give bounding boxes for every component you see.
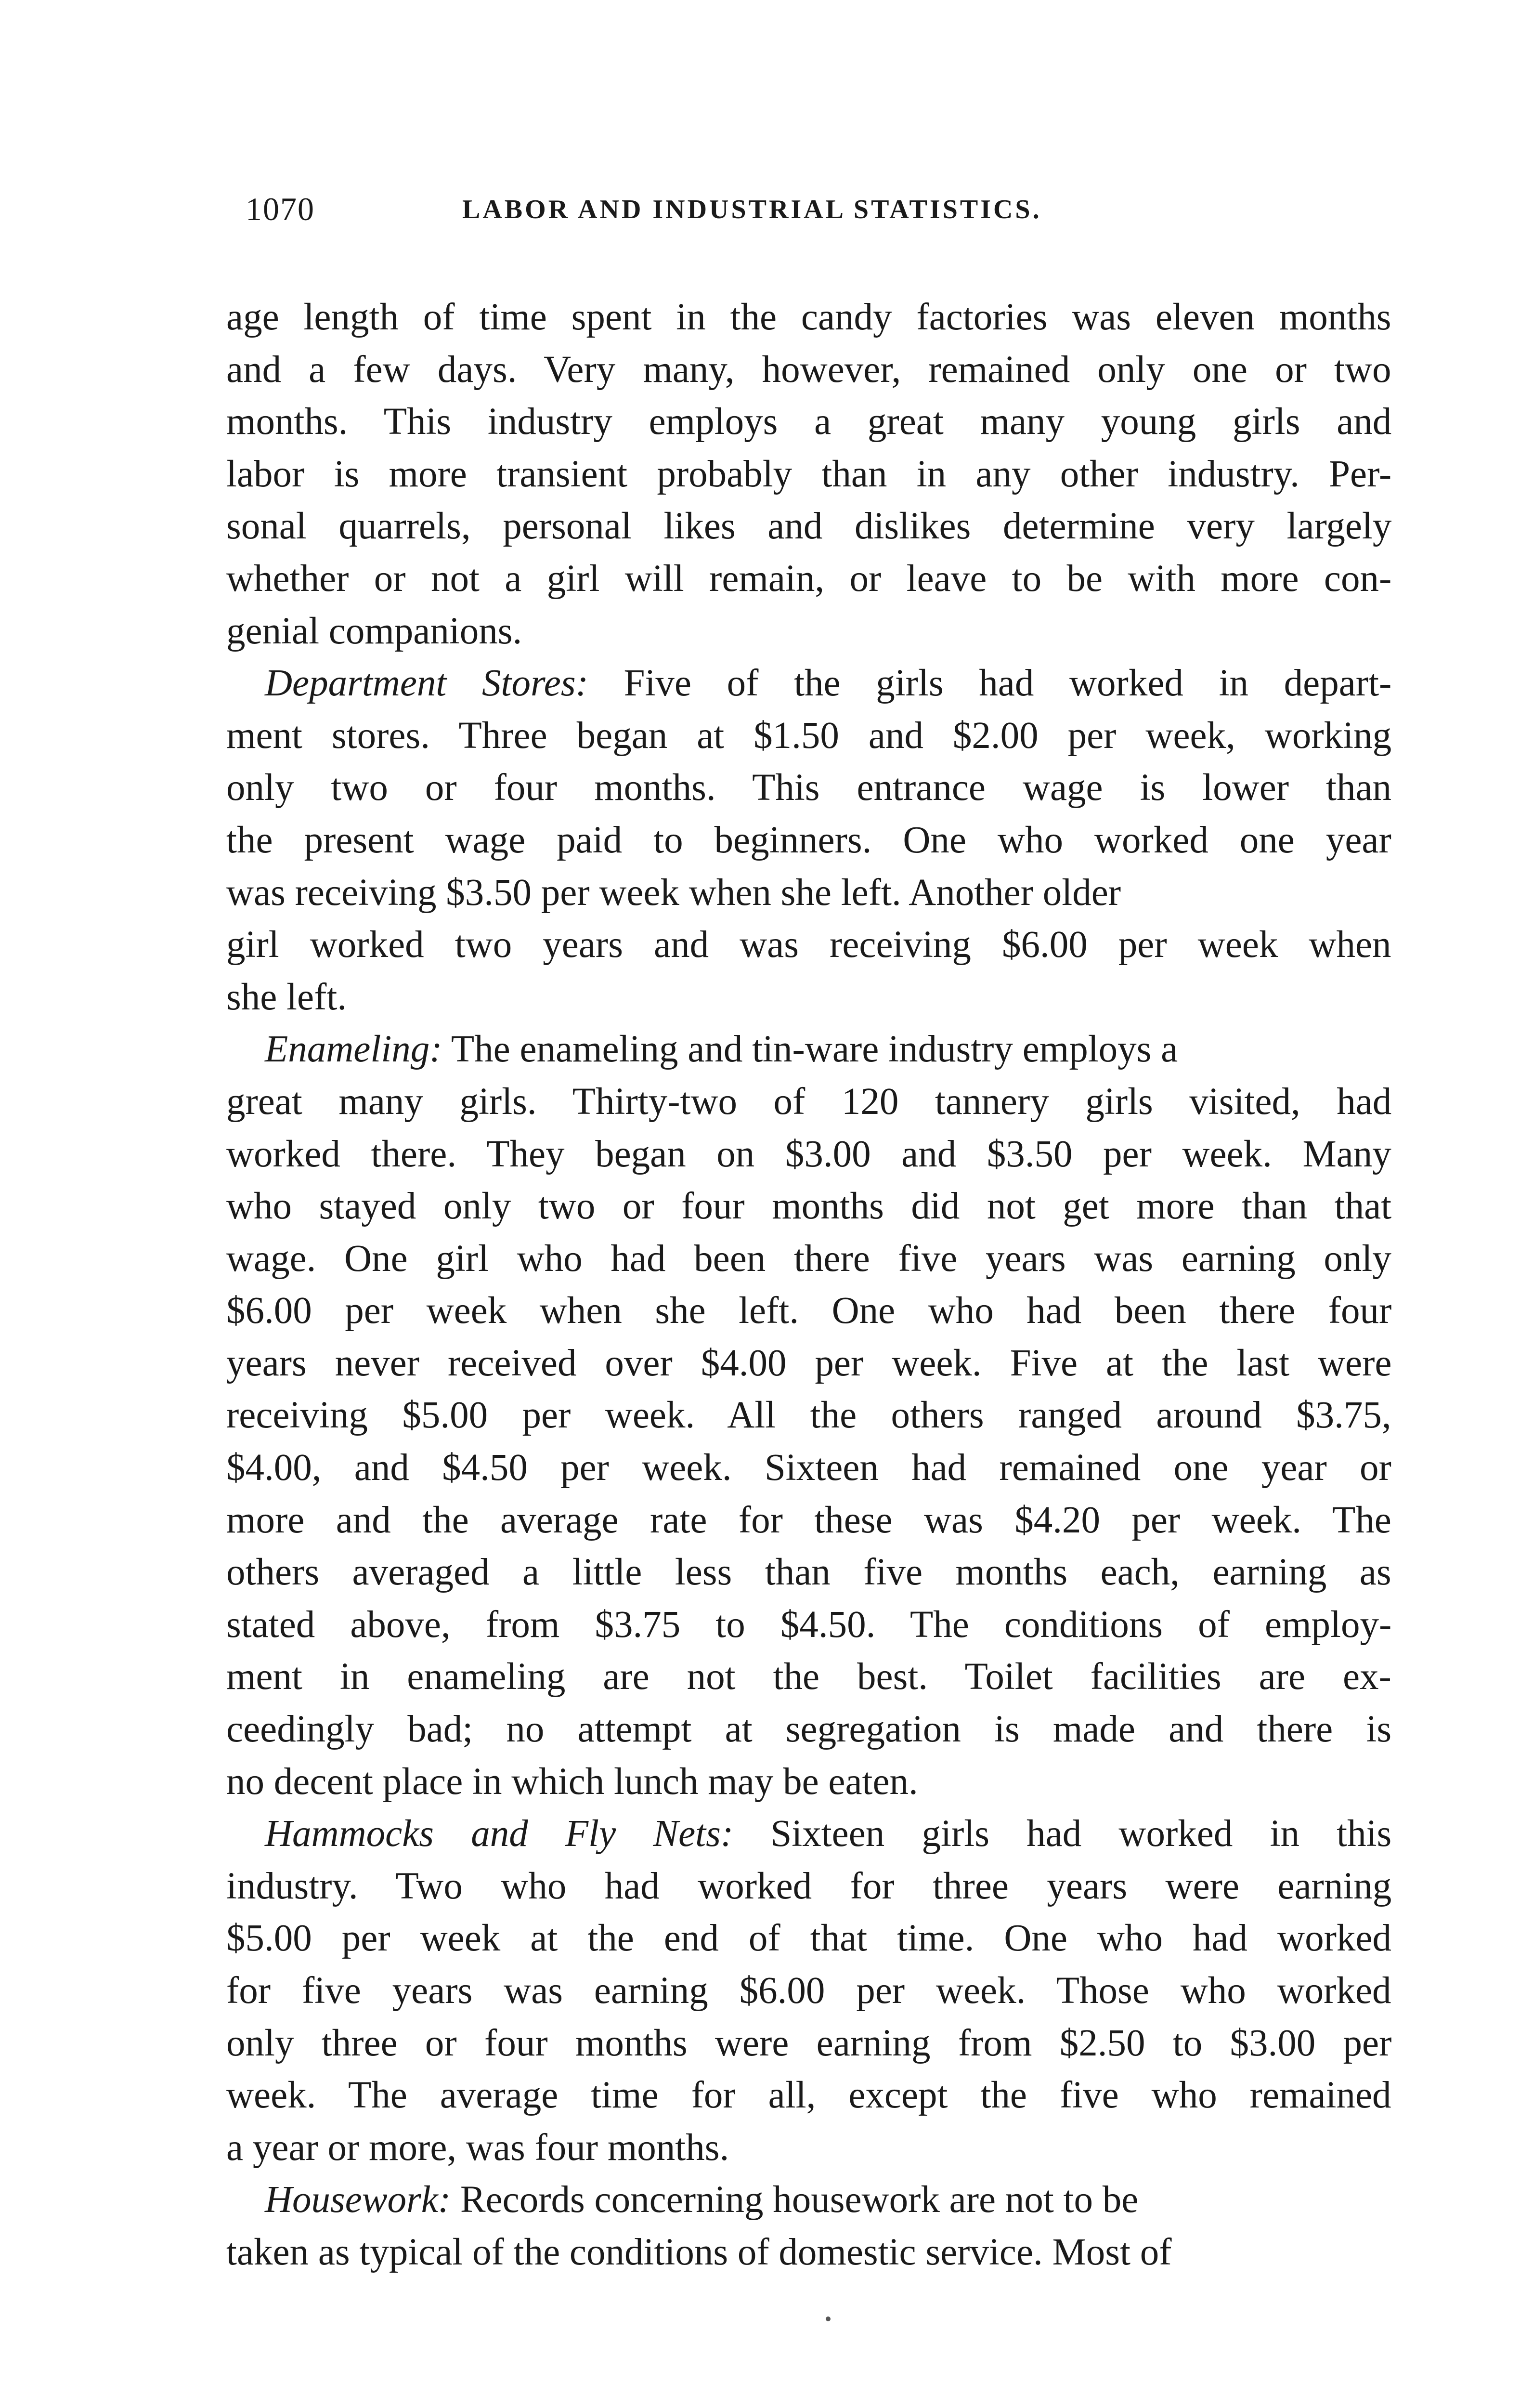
text-line: others averaged a little less than five months each, earning as <box>226 1551 1391 1594</box>
text-run: Sixteen girls had worked in this <box>733 1813 1392 1855</box>
text-line: taken as typical of the conditions of domestic service. Most of <box>226 2231 1172 2273</box>
text-line: whether or not a girl will remain, or leave to be with more con- <box>226 557 1392 600</box>
text-line <box>226 2174 1391 2226</box>
text-line: was receiving $3.50 per week when she left. Another older <box>226 871 1121 914</box>
text-line: no decent place in which lunch may be eaten. <box>226 1760 918 1803</box>
text-line: ment in enameling are not the best. Toilet facilities are ex- <box>226 1656 1391 1698</box>
text-line: months. This industry employs a great many young girls and <box>226 401 1392 443</box>
print-speck <box>826 2316 831 2321</box>
text-line: for five years was earning $6.00 per week. Those who worked <box>226 1970 1391 2012</box>
text-line: week. The average time for all, except the five who remained <box>226 2074 1391 2117</box>
page-number: 1070 <box>246 191 315 227</box>
section-topic: Housework: <box>265 2179 451 2221</box>
text-line: receiving $5.00 per week. All the others ranged around $3.75, <box>226 1394 1391 1437</box>
text-line: who stayed only two or four months did not get more than that <box>226 1185 1392 1228</box>
text-line: and a few days. Very many, however, remained only one or two <box>226 348 1391 391</box>
text-line: only three or four months were earning from $2.50 to $3.00 per <box>226 2022 1392 2064</box>
text-line: industry. Two who had worked for three years were earning <box>226 1865 1392 1907</box>
paragraph-candy-factories <box>226 291 1391 657</box>
text-line: sonal quarrels, personal likes and dislikes determine very largely <box>226 505 1392 548</box>
text-line: stated above, from $3.75 to $4.50. The conditions of employ- <box>226 1603 1392 1646</box>
section-topic: Hammocks and Fly Nets: <box>265 1813 734 1855</box>
text-line <box>226 1023 1391 1076</box>
paragraph-enameling <box>226 1023 1391 1808</box>
running-title: LABOR AND INDUSTRIAL STATISTICS. <box>462 195 1042 224</box>
paragraph-housework <box>226 2174 1391 2278</box>
text-line: more and the average rate for these was $4.20 per week. The <box>226 1499 1391 1541</box>
text-line: the present wage paid to beginners. One who worked one year <box>226 819 1391 861</box>
text-line: labor is more transient probably than in any other industry. Per- <box>226 453 1392 495</box>
text-line: only two or four months. This entrance wage is lower than <box>226 767 1392 809</box>
text-line: great many girls. Thirty-two of 120 tannery girls visited, had <box>226 1080 1392 1123</box>
body-text <box>226 291 1391 2279</box>
page-header <box>246 190 1276 243</box>
text-line: worked there. They began on $3.00 and $3.50 per week. Many <box>226 1133 1391 1175</box>
text-line: $6.00 per week when she left. One who had been there four <box>226 1290 1392 1332</box>
text-run: The enameling and tin-ware industry employs a <box>442 1028 1178 1071</box>
text-line: ceedingly bad; no attempt at segregation is made and there is <box>226 1708 1392 1751</box>
text-line <box>226 1808 1391 1860</box>
text-line: years never received over $4.00 per week. Five at the last were <box>226 1342 1392 1384</box>
text-line: $4.00, and $4.50 per week. Sixteen had remained one year or <box>226 1447 1391 1489</box>
text-line: girl worked two years and was receiving $6.00 per week when <box>226 924 1391 966</box>
text-line: genial companions. <box>226 610 522 652</box>
section-topic: Department Stores: <box>265 662 588 705</box>
text-run: Records concerning housework are not to be <box>451 2179 1139 2221</box>
text-run: Five of the girls had worked in depart- <box>588 662 1392 705</box>
text-line: a year or more, was four months. <box>226 2126 729 2169</box>
text-line: age length of time spent in the candy factories was eleven months <box>226 296 1391 338</box>
paragraph-hammocks-and-fly-nets <box>226 1808 1391 2174</box>
text-line <box>226 657 1391 710</box>
section-topic: Enameling: <box>265 1028 442 1071</box>
paragraph-department-stores <box>226 657 1391 1023</box>
text-line: she left. <box>226 976 347 1018</box>
text-line: ment stores. Three began at $1.50 and $2.00 per week, working <box>226 714 1392 757</box>
text-line: $5.00 per week at the end of that time. One who had worked <box>226 1917 1391 1960</box>
text-line: wage. One girl who had been there five years was earning only <box>226 1237 1391 1280</box>
